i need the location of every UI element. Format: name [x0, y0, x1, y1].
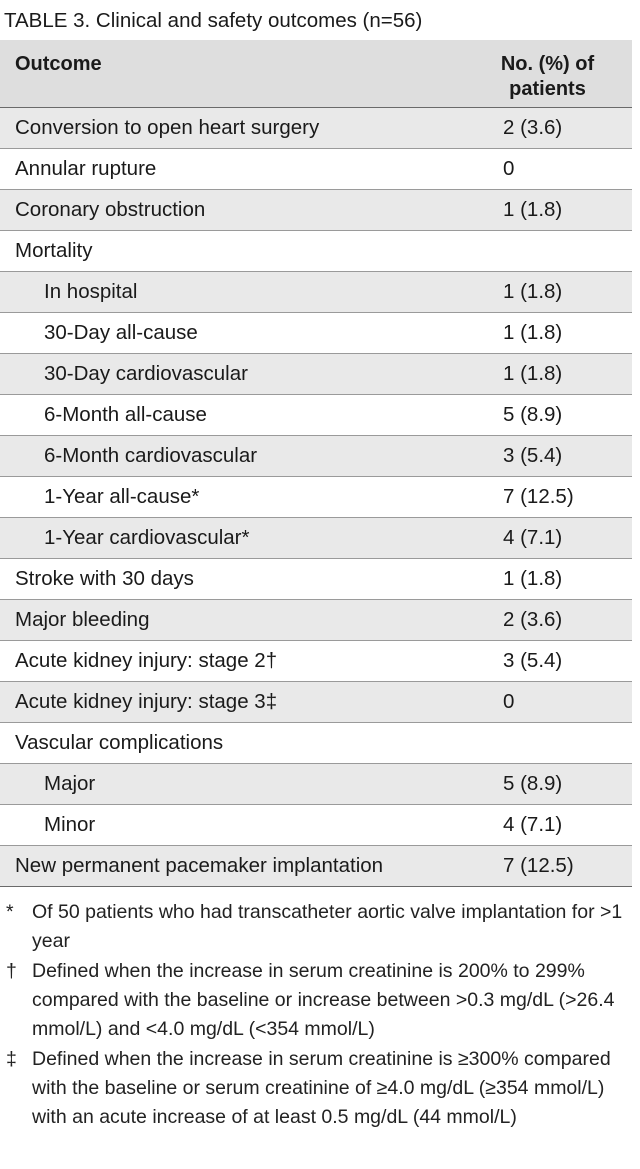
- row-value: 1 (1.8): [503, 567, 563, 590]
- table-row: [0, 354, 632, 395]
- row-value: 4 (7.1): [503, 526, 563, 549]
- header-count-line2: patients: [509, 78, 586, 100]
- footnote-symbol: ‡: [6, 1048, 17, 1070]
- table-header: [0, 40, 632, 108]
- table-row: [0, 108, 632, 149]
- table-row: [0, 805, 632, 846]
- row-label: Conversion to open heart surgery: [15, 116, 320, 139]
- table-row: [0, 518, 632, 559]
- row-label: 1-Year all-cause*: [44, 485, 200, 508]
- table-row: [0, 395, 632, 436]
- row-value: 7 (12.5): [503, 485, 574, 508]
- table-row: [0, 764, 632, 805]
- table-title: TABLE 3. Clinical and safety outcomes (n=56): [4, 9, 423, 32]
- row-value: 3 (5.4): [503, 444, 563, 467]
- table-row: [0, 149, 632, 190]
- footnote-text: Defined when the increase in serum creatinine is 200% to 299% compared with the baseline or increase between >0.3 mg/dL (>26.4 mmol/L) and <4.0 mg/dL (<354 mmol/L): [32, 960, 615, 1040]
- outcomes-table: [0, 40, 632, 887]
- table-row: [0, 272, 632, 313]
- row-label: Acute kidney injury: stage 2†: [15, 649, 278, 672]
- row-value: 4 (7.1): [503, 813, 563, 836]
- row-label: Acute kidney injury: stage 3‡: [15, 690, 278, 713]
- footnote: [0, 1045, 636, 1132]
- table-row: [0, 682, 632, 723]
- row-value: 1 (1.8): [503, 280, 563, 303]
- header-count-line1: No. (%) of: [500, 53, 595, 75]
- row-value: 0: [503, 157, 515, 180]
- row-value: 5 (8.9): [503, 403, 563, 426]
- row-label: Coronary obstruction: [15, 198, 206, 221]
- footnote-symbol: †: [6, 960, 17, 982]
- row-value: 5 (8.9): [503, 772, 563, 795]
- footnote: [0, 898, 636, 956]
- row-value: 1 (1.8): [503, 362, 563, 385]
- row-label: 30-Day cardiovascular: [44, 362, 248, 385]
- header-outcome: Outcome: [15, 53, 102, 75]
- row-label: New permanent pacemaker implantation: [15, 854, 384, 877]
- row-label: Mortality: [15, 239, 93, 262]
- table-row: [0, 190, 632, 231]
- row-value: 0: [503, 690, 515, 713]
- header-count: [485, 52, 610, 102]
- row-label: 30-Day all-cause: [44, 321, 198, 344]
- footnote-symbol: *: [6, 901, 14, 923]
- table-row: [0, 436, 632, 477]
- table-row: [0, 477, 632, 518]
- table-row: [0, 846, 632, 887]
- table-row: [0, 641, 632, 682]
- footnotes: [0, 898, 636, 1133]
- row-value: 7 (12.5): [503, 854, 574, 877]
- row-value: 1 (1.8): [503, 321, 563, 344]
- footnote-text: Defined when the increase in serum creatinine is ≥300% compared with the baseline or serum creatinine of ≥4.0 mg/dL (≥354 mmol/L) with an acute increase of at least 0.5 mg/dL (44 mmol/L): [32, 1048, 611, 1128]
- row-label: 6-Month cardiovascular: [44, 444, 258, 467]
- row-label: Vascular complications: [15, 731, 224, 754]
- row-label: In hospital: [44, 280, 138, 303]
- row-label: Stroke with 30 days: [15, 567, 194, 590]
- table-row: [0, 231, 632, 272]
- row-label: Minor: [44, 813, 96, 836]
- row-label: Major bleeding: [15, 608, 150, 631]
- footnote-text: Of 50 patients who had transcatheter aortic valve implantation for >1 year: [32, 901, 623, 952]
- row-label: 6-Month all-cause: [44, 403, 207, 426]
- row-value: 2 (3.6): [503, 608, 563, 631]
- footnote: [0, 957, 636, 1044]
- table-row: [0, 723, 632, 764]
- row-label: Annular rupture: [15, 157, 157, 180]
- row-label: Major: [44, 772, 96, 795]
- table-row: [0, 559, 632, 600]
- row-value: 3 (5.4): [503, 649, 563, 672]
- row-value: 1 (1.8): [503, 198, 563, 221]
- row-value: 2 (3.6): [503, 116, 563, 139]
- table-row: [0, 600, 632, 641]
- table-row: [0, 313, 632, 354]
- row-label: 1-Year cardiovascular*: [44, 526, 250, 549]
